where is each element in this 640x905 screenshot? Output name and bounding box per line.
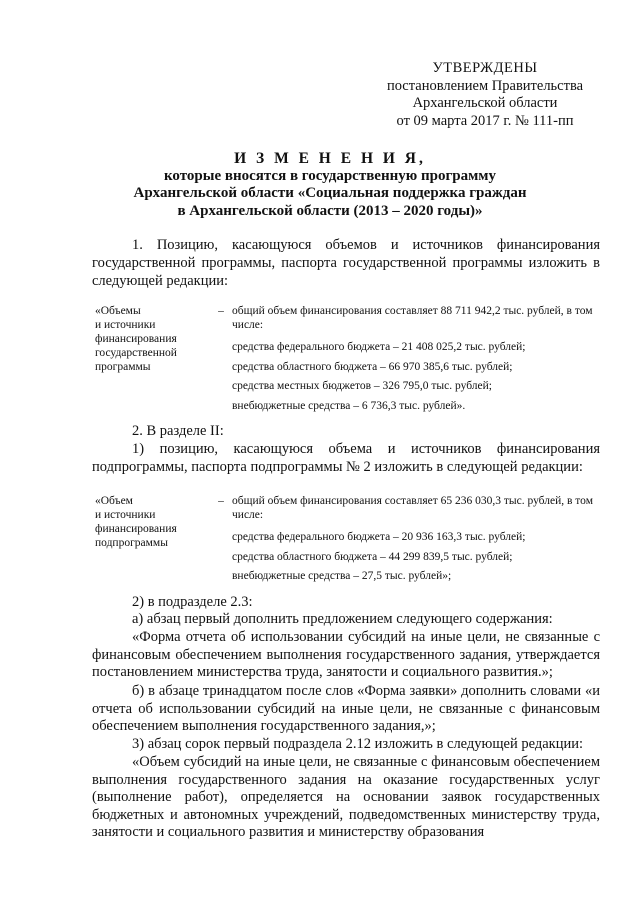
paragraph-2: 2. В разделе II: bbox=[132, 423, 224, 439]
table-value-line: средства областного бюджета – 66 970 385,6 тыс. рублей; bbox=[232, 360, 513, 373]
paragraph-2-2: 2) в подразделе 2.3: bbox=[132, 594, 253, 610]
funding-table-program bbox=[95, 304, 600, 414]
paragraph-1: 1. Позицию, касающуюся объемов и источников финансирования государственной программы, паспорта государственной программы изложить в следующей редакции: bbox=[92, 237, 600, 289]
table-label-cell bbox=[95, 304, 215, 374]
table-total: общий объем финансирования составляет 88 711 942,2 тыс. рублей, в том числе: bbox=[232, 305, 593, 332]
table-label-line: финансирования bbox=[95, 523, 177, 535]
table-total: общий объем финансирования составляет 65 236 030,3 тыс. рублей, в том числе: bbox=[232, 495, 593, 522]
approval-date: от 09 марта 2017 г. № 111-пп bbox=[396, 112, 574, 129]
table-value-line: средства местных бюджетов – 326 795,0 тыс. рублей; bbox=[232, 380, 492, 393]
table-label-line: финансирования bbox=[95, 333, 177, 345]
table-label-line: «Объем bbox=[95, 495, 133, 507]
title-line: в Архангельской области (2013 – 2020 годы)» bbox=[177, 202, 483, 219]
paragraph-2-2a-quote: «Форма отчета об использовании субсидий на иные цели, не связанные с финансовым обеспечением выполнения государственного задания, утверждается постановлением министерства труда, занятости и социального развития.»; bbox=[92, 629, 600, 681]
approval-label: УТВЕРЖДЕНЫ bbox=[432, 60, 538, 76]
table-dash: – bbox=[218, 305, 224, 317]
table-value-line: внебюджетные средства – 6 736,3 тыс. рублей». bbox=[232, 399, 466, 412]
title-main: И З М Е Н Е Н И Я, bbox=[234, 150, 426, 167]
table-dash: – bbox=[218, 495, 224, 507]
table-label-line: и источники bbox=[95, 509, 156, 521]
paragraph-2-2b: б) в абзаце тринадцатом после слов «Форма заявки» дополнить словами «и отчета об использовании субсидий на иные цели, не связанные с финансовым обеспечением выполнения государственного задания,»; bbox=[92, 683, 600, 735]
table-label-line: подпрограммы bbox=[95, 537, 168, 549]
paragraph-2-3-quote: «Объем субсидий на иные цели, не связанные с финансовым обеспечением выполнения государственного задания на оказание государственных услуг (выполнение работ), определяется на основании заявок государственных бюджетных и автономных учреждений, подведомственных министерству труда, занятости и социального развития и министерству образования bbox=[92, 754, 600, 841]
approval-stamp bbox=[360, 60, 610, 130]
table-value-line: средства федерального бюджета – 20 936 163,3 тыс. рублей; bbox=[232, 531, 526, 544]
approval-line: постановлением Правительства bbox=[386, 77, 584, 94]
table-value-cell bbox=[232, 494, 602, 587]
table-label-line: программы bbox=[95, 361, 151, 373]
approval-line: Архангельской области bbox=[412, 95, 558, 111]
table-label-cell bbox=[95, 494, 215, 550]
table-value-line: средства федерального бюджета – 21 408 025,2 тыс. рублей; bbox=[232, 341, 526, 354]
funding-table-subprogram bbox=[95, 494, 600, 584]
paragraph-2-2a: а) абзац первый дополнить предложением следующего содержания: bbox=[132, 611, 553, 627]
table-value-cell bbox=[232, 304, 602, 416]
table-value-line: внебюджетные средства – 27,5 тыс. рублей»; bbox=[232, 570, 452, 583]
paragraph-2-1: 1) позицию, касающуюся объема и источников финансирования подпрограммы, паспорта подпрограммы № 2 изложить в следующей редакции: bbox=[92, 441, 600, 475]
paragraph-2-3: 3) абзац сорок первый подраздела 2.12 изложить в следующей редакции: bbox=[132, 736, 584, 752]
table-label-line: «Объемы bbox=[95, 305, 141, 317]
document-title bbox=[60, 150, 600, 220]
title-line: которые вносятся в государственную программу bbox=[163, 167, 497, 184]
table-label-line: государственной bbox=[95, 347, 177, 359]
title-line: Архангельской области «Социальная поддержка граждан bbox=[133, 185, 527, 201]
table-label-line: и источники bbox=[95, 319, 156, 331]
table-value-line: средства областного бюджета – 44 299 839,5 тыс. рублей; bbox=[232, 550, 513, 563]
